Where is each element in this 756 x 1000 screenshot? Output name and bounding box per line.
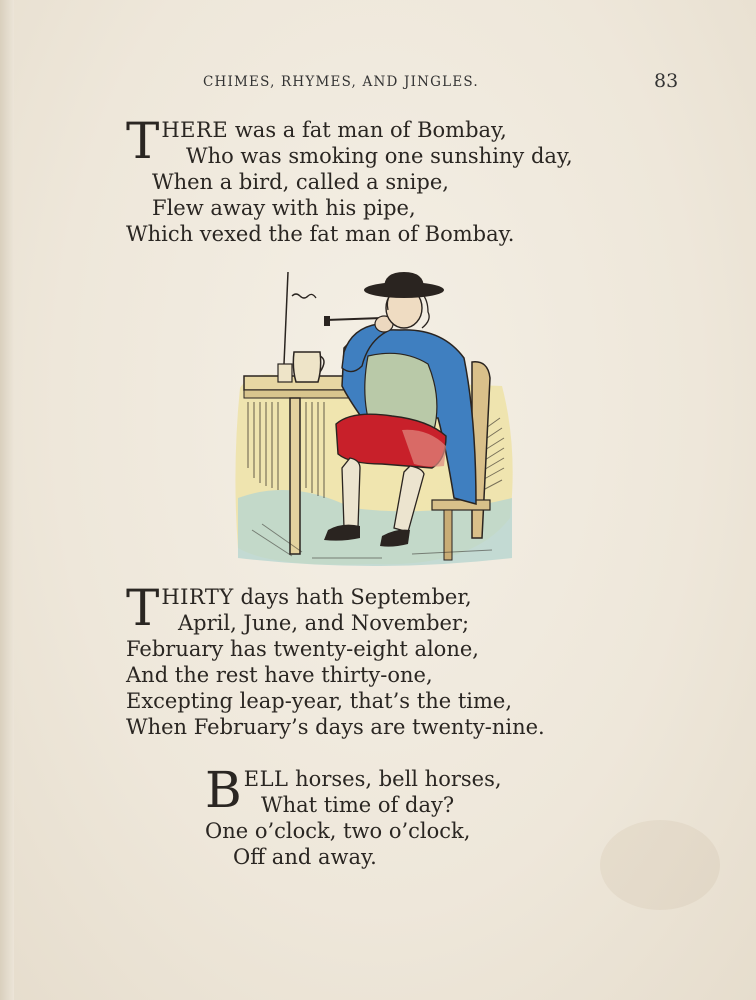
rhyme-line: Off and away. bbox=[233, 845, 377, 869]
fat-man-smoking-illustration bbox=[232, 268, 518, 574]
page-spine-shadow bbox=[0, 0, 14, 1000]
rhyme-line: BELL horses, bell horses, bbox=[205, 761, 502, 819]
drop-cap: T bbox=[126, 112, 160, 170]
rhyme-line: February has twenty-eight alone, bbox=[126, 637, 479, 661]
rhyme-line: THERE was a fat man of Bombay, bbox=[126, 112, 507, 170]
rhyme-line: And the rest have thirty-one, bbox=[126, 663, 433, 687]
rhyme-fat-man-of-bombay bbox=[126, 112, 573, 247]
drop-cap: T bbox=[126, 579, 160, 637]
rhyme-line: Who was smoking one sunshiny day, bbox=[186, 144, 573, 168]
rhyme-line: Excepting leap-year, that’s the time, bbox=[126, 689, 512, 713]
rhyme-line: THIRTY days hath September, bbox=[126, 579, 472, 637]
rhyme-line: Which vexed the fat man of Bombay. bbox=[126, 222, 515, 246]
drop-cap: B bbox=[205, 761, 242, 819]
page-number: 83 bbox=[654, 70, 679, 92]
rhyme-line: What time of day? bbox=[261, 793, 455, 817]
rhyme-line: Flew away with his pipe, bbox=[152, 196, 416, 220]
rhyme-line: April, June, and November; bbox=[178, 611, 470, 635]
paper-stain bbox=[600, 820, 720, 910]
rhyme-line: When a bird, called a snipe, bbox=[152, 170, 449, 194]
running-title: CHIMES, RHYMES, AND JINGLES. bbox=[203, 74, 479, 90]
rhyme-line: One o’clock, two o’clock, bbox=[205, 819, 471, 843]
rhyme-line: When February’s days are twenty-nine. bbox=[126, 715, 545, 739]
rhyme-thirty-days bbox=[126, 579, 545, 740]
rhyme-bell-horses bbox=[205, 761, 502, 870]
